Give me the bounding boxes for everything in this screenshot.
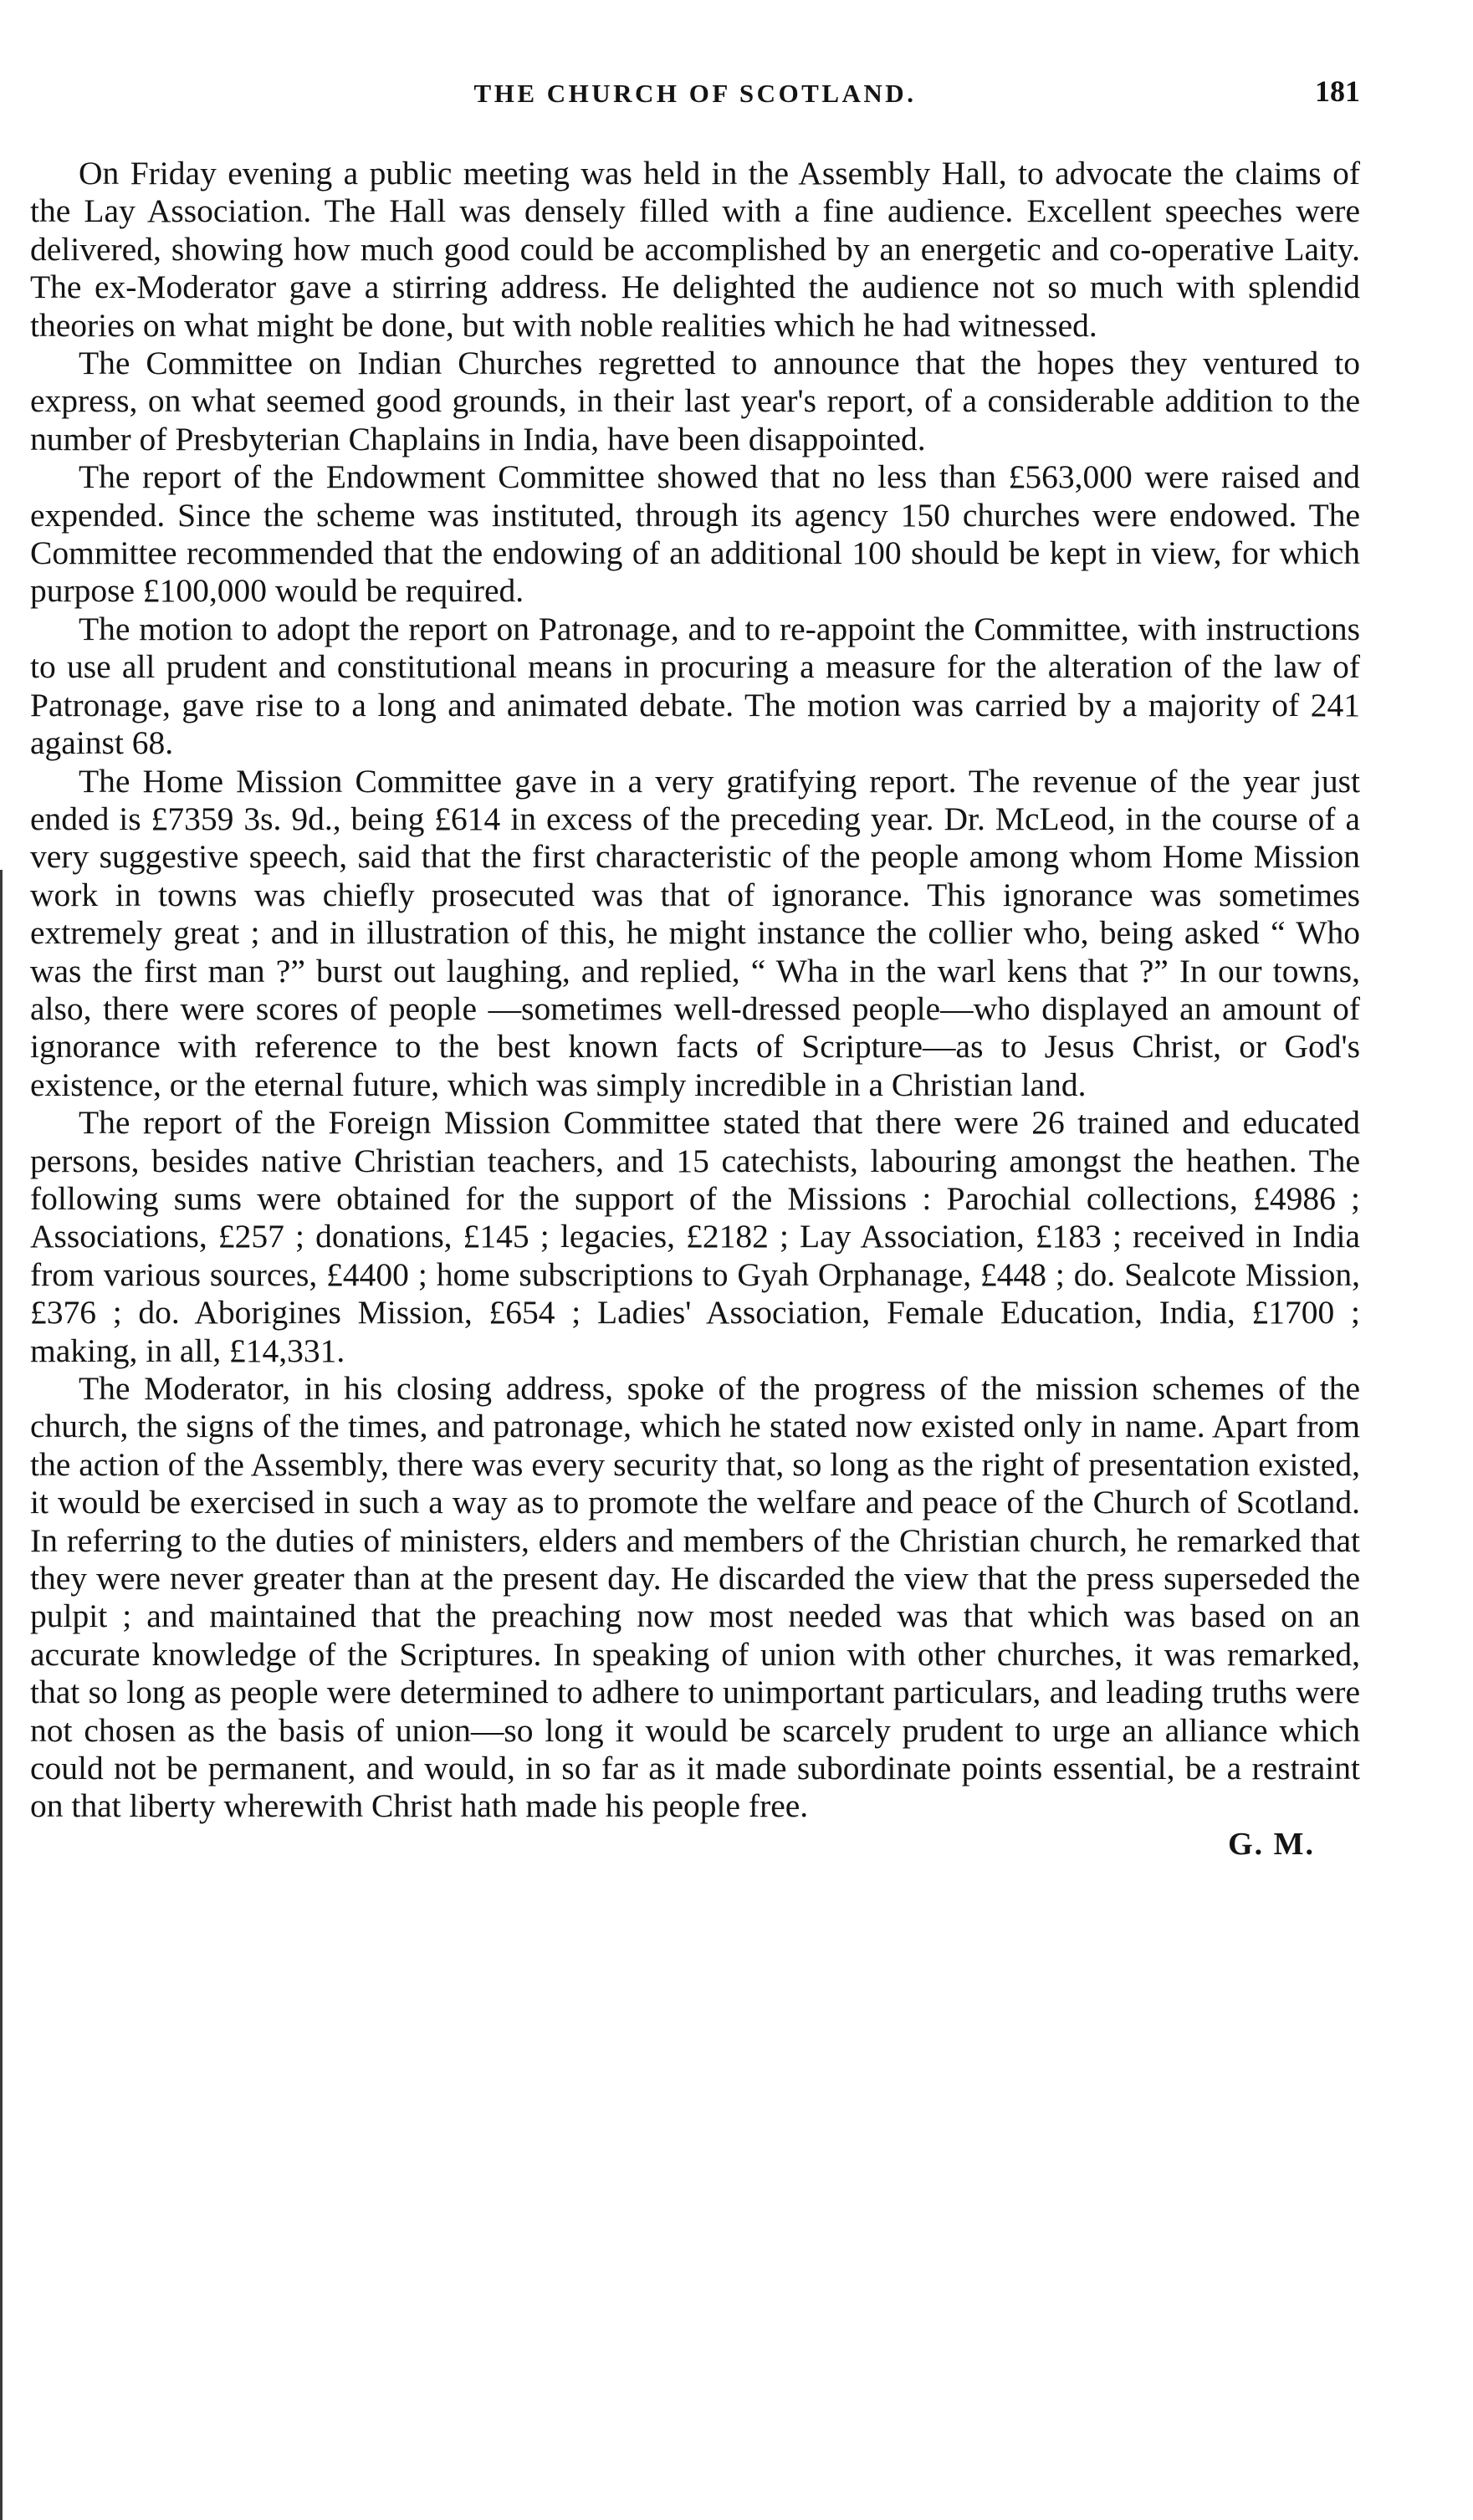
paragraph-endowment-committee: The report of the Endowment Committee showed that no less than £563,000 were raised and expended. Since the scheme was instituted, through its agency 150 churches were endowed. The Committee recommended that the endowing of an additional 100 should be kept in view, for which purpose £100,000 would be required. bbox=[30, 458, 1360, 610]
author-signature: G. M. bbox=[1228, 1826, 1315, 1862]
paragraph-patronage-motion: The motion to adopt the report on Patronage, and to re-appoint the Committee, with instructions to use all prudent and constitutional means in procuring a measure for the alteration of the law of Patronage, gave rise to a long and animated debate. The motion was carried by a majority of 241 against 68. bbox=[30, 610, 1360, 762]
paragraph-moderator-address: The Moderator, in his closing address, spoke of the progress of the mission schemes of the church, the signs of the times, and patronage, which he stated now existed only in name. Apart from the action of the Assembly, there was every security that, so long as the right of presentation existed, it would be exercised in such a way as to promote the welfare and peace of the Church of Scotland. In referring to the duties of ministers, elders and members of the Christian church, he remarked that they were never greater than at the present day. He discarded the view that the press superseded the pulpit ; and maintained that the preaching now most needed was that which was based on an accurate knowledge of the Scriptures. In speaking of union with other churches, it was remarked, that so long as people were determined to adhere to unimportant particulars, and leading truths were not chosen as the basis of union—so long it would be scarcely prudent to urge an alliance which could not be permanent, and would, in so far as it made subordinate points essential, be a restraint on that liberty wherewith Christ hath made his people free. bbox=[30, 1370, 1360, 1825]
page-number: 181 bbox=[1315, 74, 1360, 108]
paragraph-foreign-mission: The report of the Foreign Mission Committee stated that there were 26 trained and educated persons, besides native Christian teachers, and 15 catechists, labouring amongst the heathen. The following sums were obtained for the support of the Missions : Parochial collections, £4986 ; Associations, £257 ; donations, £145 ; legacies, £2182 ; Lay Association, £183 ; received in India from various sources, £4400 ; home subscriptions to Gyah Orphanage, £448 ; do. Sealcote Mission, £376 ; do. Aborigines Mission, £654 ; Ladies' Association, Female Education, India, £1700 ; making, in all, £14,331. bbox=[30, 1104, 1360, 1369]
paragraph-home-mission: The Home Mission Committee gave in a very gratifying report. The revenue of the year just ended is £7359 3s. 9d., being £614 in excess of the preceding year. Dr. McLeod, in the course of a very suggestive speech, said that the first characteristic of the people among whom Home Mission work in towns was chiefly prosecuted was that of ignorance. This ignorance was sometimes extremely great ; and in illustration of this, he might instance the collier who, being asked “ Who was the first man ?” burst out laughing, and replied, “ Wha in the warl kens that ?” In our towns, also, there were scores of people —sometimes well-dressed people—who displayed an amount of ignorance with reference to the best known facts of Scripture—as to Jesus Christ, or God's existence, or the eternal future, which was simply incredible in a Christian land. bbox=[30, 762, 1360, 1103]
paragraph-indian-churches: The Committee on Indian Churches regretted to announce that the hopes they ventured to express, on what seemed good grounds, in their last year's report, of a considerable addition to the number of Presbyterian Chaplains in India, have been disappointed. bbox=[30, 345, 1360, 457]
page-edge-rule bbox=[0, 870, 3, 2520]
paragraph-lay-association-meeting: On Friday evening a public meeting was held in the Assembly Hall, to advocate the claims of the Lay Association. The Hall was densely filled with a fine audience. Excellent speeches were delivered, showing how much good could be accomplished by an energetic and co-operative Laity. The ex-Moderator gave a stirring address. He delighted the audience not so much with splendid theories on what might be done, but with noble realities which he had witnessed. bbox=[30, 155, 1360, 344]
running-header bbox=[30, 74, 1360, 124]
running-title: THE CHURCH OF SCOTLAND. bbox=[473, 79, 917, 108]
article-body bbox=[30, 155, 1360, 1863]
